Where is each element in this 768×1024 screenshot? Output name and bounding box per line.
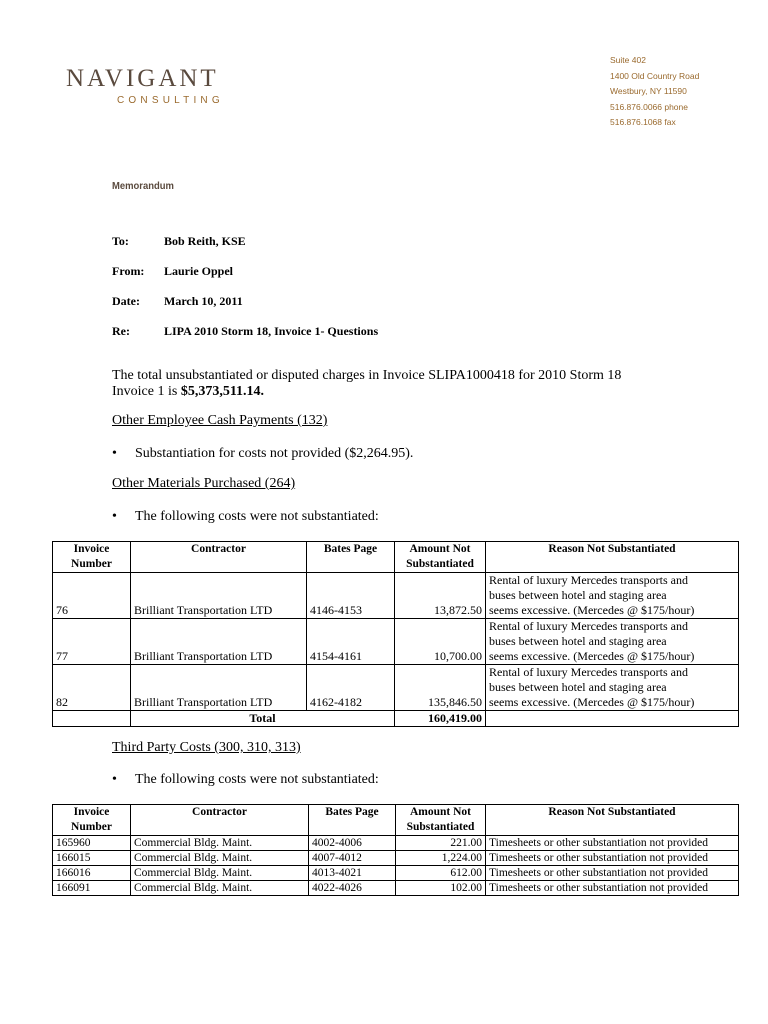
col-header: Reason Not Substantiated: [486, 805, 739, 836]
bates-cell: 4002-4006: [309, 836, 396, 851]
bullet-text: Substantiation for costs not provided ($2,264.95).: [135, 446, 414, 461]
table-header-row: [53, 805, 739, 836]
table-row: [53, 866, 739, 881]
col-header: Bates Page: [307, 542, 395, 573]
amount-cell: 102.00: [396, 881, 486, 896]
amount-cell: 13,872.50: [395, 573, 486, 619]
total-row: [53, 711, 739, 727]
memo-re-row: [112, 324, 378, 339]
contractor-cell: Commercial Bldg. Maint.: [131, 881, 309, 896]
bates-cell: 4007-4012: [309, 851, 396, 866]
invoice-cell: 82: [53, 665, 131, 711]
bullet-text: The following costs were not substantiated:: [135, 509, 379, 524]
invoice-cell: 77: [53, 619, 131, 665]
bates-cell: 4013-4021: [309, 866, 396, 881]
bullet-dot: •: [112, 772, 117, 787]
address-line: Suite 402: [610, 55, 646, 65]
logo-wordmark: NAVIGANT: [66, 65, 219, 92]
invoice-cell: 166016: [53, 866, 131, 881]
navigant-logo: [66, 66, 224, 106]
logo-subtitle: CONSULTING: [117, 95, 224, 106]
to-label: To:: [112, 234, 129, 248]
invoice-cell: 166015: [53, 851, 131, 866]
intro-line-2-prefix: Invoice 1 is: [112, 384, 181, 399]
amount-cell: 10,700.00: [395, 619, 486, 665]
contractor-cell: Brilliant Transportation LTD: [131, 619, 307, 665]
section-heading-materials: Other Materials Purchased (264): [112, 476, 296, 491]
invoice-cell: 76: [53, 573, 131, 619]
table-row: [53, 851, 739, 866]
col-header: Reason Not Substantiated: [486, 542, 739, 573]
contractor-cell: Commercial Bldg. Maint.: [131, 851, 309, 866]
reason-cell: Timesheets or other substantiation not provided: [486, 866, 739, 881]
table-row: [53, 573, 739, 619]
reason-cell: [486, 573, 739, 619]
reason-line: buses between hotel and staging area: [489, 680, 667, 694]
amount-cell: 221.00: [396, 836, 486, 851]
intro-line-2: [112, 384, 621, 400]
memo-from-row: [112, 264, 233, 279]
memo-date-row: [112, 294, 243, 309]
section-heading-third-party: Third Party Costs (300, 310, 313): [112, 740, 301, 755]
re-value: LIPA 2010 Storm 18, Invoice 1- Questions: [164, 324, 379, 338]
invoice-cell: 165960: [53, 836, 131, 851]
to-value: Bob Reith, KSE: [164, 234, 246, 248]
reason-cell: [486, 619, 739, 665]
reason-cell: [486, 665, 739, 711]
memo-to-row: [112, 234, 246, 249]
amount-cell: 612.00: [396, 866, 486, 881]
table-row: [53, 665, 739, 711]
section-heading-employee-cash: Other Employee Cash Payments (132): [112, 413, 328, 428]
contractor-cell: Commercial Bldg. Maint.: [131, 836, 309, 851]
contractor-cell: Commercial Bldg. Maint.: [131, 866, 309, 881]
col-header: Amount Not Substantiated: [396, 805, 486, 836]
materials-table: [52, 541, 739, 727]
bates-cell: 4154-4161: [307, 619, 395, 665]
bullet-text: The following costs were not substantiated:: [135, 772, 379, 787]
re-label: Re:: [112, 324, 130, 338]
amount-cell: 135,846.50: [395, 665, 486, 711]
col-header: Bates Page: [309, 805, 396, 836]
total-amount: $5,373,511.14.: [180, 384, 265, 399]
bates-cell: 4146-4153: [307, 573, 395, 619]
intro-line-1: The total unsubstantiated or disputed charges in Invoice SLIPA1000418 for 2010 Storm 18: [112, 368, 622, 383]
table-row: [53, 881, 739, 896]
address-line: 1400 Old Country Road: [610, 70, 700, 81]
memo-title: Memorandum: [112, 180, 174, 192]
reason-cell: Timesheets or other substantiation not provided: [486, 836, 739, 851]
empty-cell: [486, 711, 739, 727]
reason-line: buses between hotel and staging area: [489, 588, 667, 602]
col-header: Amount Not Substantiated: [395, 542, 486, 573]
col-header: Contractor: [131, 805, 309, 836]
address-line: Westbury, NY 11590: [610, 86, 687, 96]
table-header-row: [53, 542, 739, 573]
contractor-cell: Brilliant Transportation LTD: [131, 665, 307, 711]
col-header: Invoice Number: [53, 542, 131, 573]
col-header: Contractor: [131, 542, 307, 573]
phone-line: 516.876.0066 phone: [610, 101, 688, 112]
table-row: [53, 836, 739, 851]
total-value: 160,419.00: [395, 711, 486, 727]
table-row: [53, 619, 739, 665]
date-value: March 10, 2011: [164, 294, 243, 308]
third-party-table: [52, 804, 739, 896]
col-header: Invoice Number: [53, 805, 131, 836]
bullet-dot: •: [112, 509, 117, 524]
from-label: From:: [112, 264, 145, 278]
bullet-item: [112, 446, 413, 462]
total-label: Total: [131, 711, 395, 727]
empty-cell: [53, 711, 131, 727]
date-label: Date:: [112, 294, 140, 308]
reason-line: buses between hotel and staging area: [489, 634, 667, 648]
bullet-item: [112, 772, 379, 788]
reason-line: Rental of luxury Mercedes transports and: [489, 619, 688, 633]
reason-cell: Timesheets or other substantiation not provided: [486, 881, 739, 896]
bullet-dot: •: [112, 446, 117, 461]
reason-line: Rental of luxury Mercedes transports and: [489, 573, 688, 587]
address-block: [610, 53, 699, 131]
bates-cell: 4022-4026: [309, 881, 396, 896]
invoice-cell: 166091: [53, 881, 131, 896]
contractor-cell: Brilliant Transportation LTD: [131, 573, 307, 619]
reason-line: seems excessive. (Mercedes @ $175/hour): [489, 649, 695, 663]
reason-cell: Timesheets or other substantiation not provided: [486, 851, 739, 866]
reason-line: seems excessive. (Mercedes @ $175/hour): [489, 695, 695, 709]
bullet-item: [112, 509, 379, 525]
intro-paragraph: [112, 368, 621, 400]
from-value: Laurie Oppel: [164, 264, 234, 278]
amount-cell: 1,224.00: [396, 851, 486, 866]
fax-line: 516.876.1068 fax: [610, 117, 676, 127]
bates-cell: 4162-4182: [307, 665, 395, 711]
reason-line: seems excessive. (Mercedes @ $175/hour): [489, 603, 695, 617]
reason-line: Rental of luxury Mercedes transports and: [489, 665, 688, 679]
